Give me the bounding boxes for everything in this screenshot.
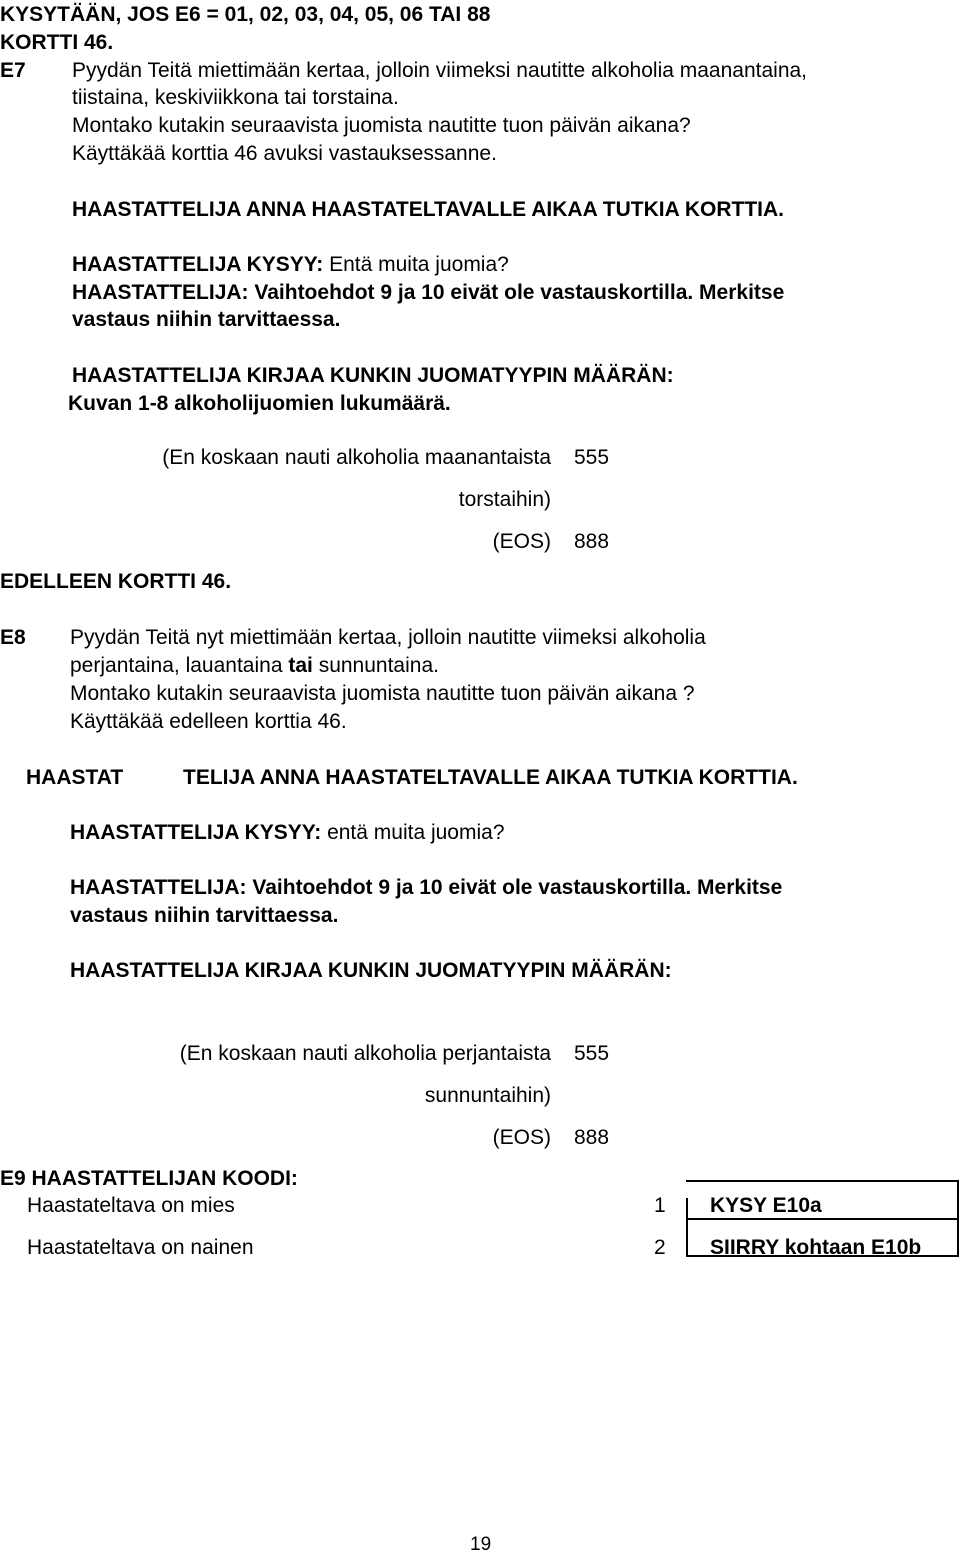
e8-question-line: Pyydän Teitä nyt miettimään kertaa, jolloin nautitte viimeksi alkoholia xyxy=(70,626,706,649)
question-number-e7: E7 xyxy=(0,59,26,82)
e8-question-line: Käyttäkää edelleen korttia 46. xyxy=(70,710,347,733)
e8-question-line xyxy=(70,653,439,679)
e8-record-instruction: HAASTATTELIJA KIRJAA KUNKIN JUOMATYYPIN MÄÄRÄN: xyxy=(70,959,672,982)
e7-option-never: torstaihin) xyxy=(458,488,551,511)
e7-interviewer-note: vastaus niihin tarvittaessa. xyxy=(72,308,341,331)
e8-question-days: perjantaina, lauantaina xyxy=(70,654,289,677)
e7-continue-note: EDELLEEN KORTTI 46. xyxy=(0,570,232,593)
filter-condition: KYSYTÄÄN, JOS E6 = 01, 02, 03, 04, 05, 06 TAI 88 xyxy=(0,3,491,26)
e8-option-never-code: 555 xyxy=(574,1042,610,1065)
e7-interviewer-instruction: HAASTATTELIJA ANNA HAASTATELTAVALLE AIKAA TUTKIA KORTTIA. xyxy=(72,198,784,221)
e7-interviewer-asks-text: Entä muita juomia? xyxy=(323,253,509,276)
e7-option-never: (En koskaan nauti alkoholia maanantaista xyxy=(162,446,551,469)
e9-option-code: 2 xyxy=(654,1236,666,1259)
e7-record-subinstruction: Kuvan 1-8 alkoholijuomien lukumäärä. xyxy=(68,392,451,415)
e9-option-label: Haastateltava on nainen xyxy=(27,1236,254,1259)
e8-interviewer-asks-text: entä muita juomia? xyxy=(321,821,505,844)
e7-question-line: Montako kutakin seuraavista juomista nautitte tuon päivän aikana? xyxy=(72,114,691,137)
e7-option-eos-code: 888 xyxy=(574,530,610,553)
routing-box-left-border xyxy=(686,1198,688,1256)
e7-interviewer-asks xyxy=(72,252,509,278)
e8-interviewer-asks xyxy=(70,820,505,846)
e9-option-label: Haastateltava on mies xyxy=(27,1194,235,1217)
routing-box-top-border xyxy=(686,1180,959,1182)
e8-question-or: tai xyxy=(288,654,313,677)
e7-record-instruction: HAASTATTELIJA KIRJAA KUNKIN JUOMATYYPIN MÄÄRÄN: xyxy=(72,364,674,387)
e8-interviewer-note: HAASTATTELIJA: Vaihtoehdot 9 ja 10 eivät ole vastauskortilla. Merkitse xyxy=(70,876,783,899)
e7-interviewer-asks-label: HAASTATTELIJA KYSYY: xyxy=(72,253,324,276)
e8-option-never: sunnuntaihin) xyxy=(424,1084,551,1107)
e7-interviewer-note: HAASTATTELIJA: Vaihtoehdot 9 ja 10 eivät ole vastauskortilla. Merkitse xyxy=(72,281,785,304)
routing-box-middle-border xyxy=(686,1218,959,1220)
e9-option-code: 1 xyxy=(654,1194,666,1217)
e9-option-action: KYSY E10a xyxy=(710,1194,822,1217)
e8-question-sunday: sunnuntaina. xyxy=(312,654,439,677)
e9-heading: E9 HAASTATTELIJAN KOODI: xyxy=(0,1167,298,1190)
e7-option-never-code: 555 xyxy=(574,446,610,469)
card-reference: KORTTI 46. xyxy=(0,31,114,54)
e8-interviewer-instruction-start: HAASTAT xyxy=(26,766,124,789)
e8-option-eos: (EOS) xyxy=(492,1126,551,1149)
e7-question-line: tiistaina, keskiviikkona tai torstaina. xyxy=(72,86,399,109)
question-number-e8: E8 xyxy=(0,626,26,649)
e7-question-line: Pyydän Teitä miettimään kertaa, jolloin viimeksi nautitte alkoholia maanantaina, xyxy=(72,59,808,82)
e9-option-action: SIIRRY kohtaan E10b xyxy=(710,1236,922,1259)
e7-option-eos: (EOS) xyxy=(492,530,551,553)
e8-option-never: (En koskaan nauti alkoholia perjantaista xyxy=(179,1042,551,1065)
e7-question-line: Käyttäkää korttia 46 avuksi vastauksessanne. xyxy=(72,142,497,165)
e8-option-eos-code: 888 xyxy=(574,1126,610,1149)
page-number: 19 xyxy=(470,1534,492,1555)
e8-question-line: Montako kutakin seuraavista juomista nautitte tuon päivän aikana ? xyxy=(70,682,695,705)
routing-box-bottom-border xyxy=(686,1255,959,1257)
e8-interviewer-instruction: TELIJA ANNA HAASTATELTAVALLE AIKAA TUTKIA KORTTIA. xyxy=(183,766,798,789)
e8-interviewer-note: vastaus niihin tarvittaessa. xyxy=(70,904,339,927)
e8-interviewer-asks-label: HAASTATTELIJA KYSYY: xyxy=(70,821,322,844)
